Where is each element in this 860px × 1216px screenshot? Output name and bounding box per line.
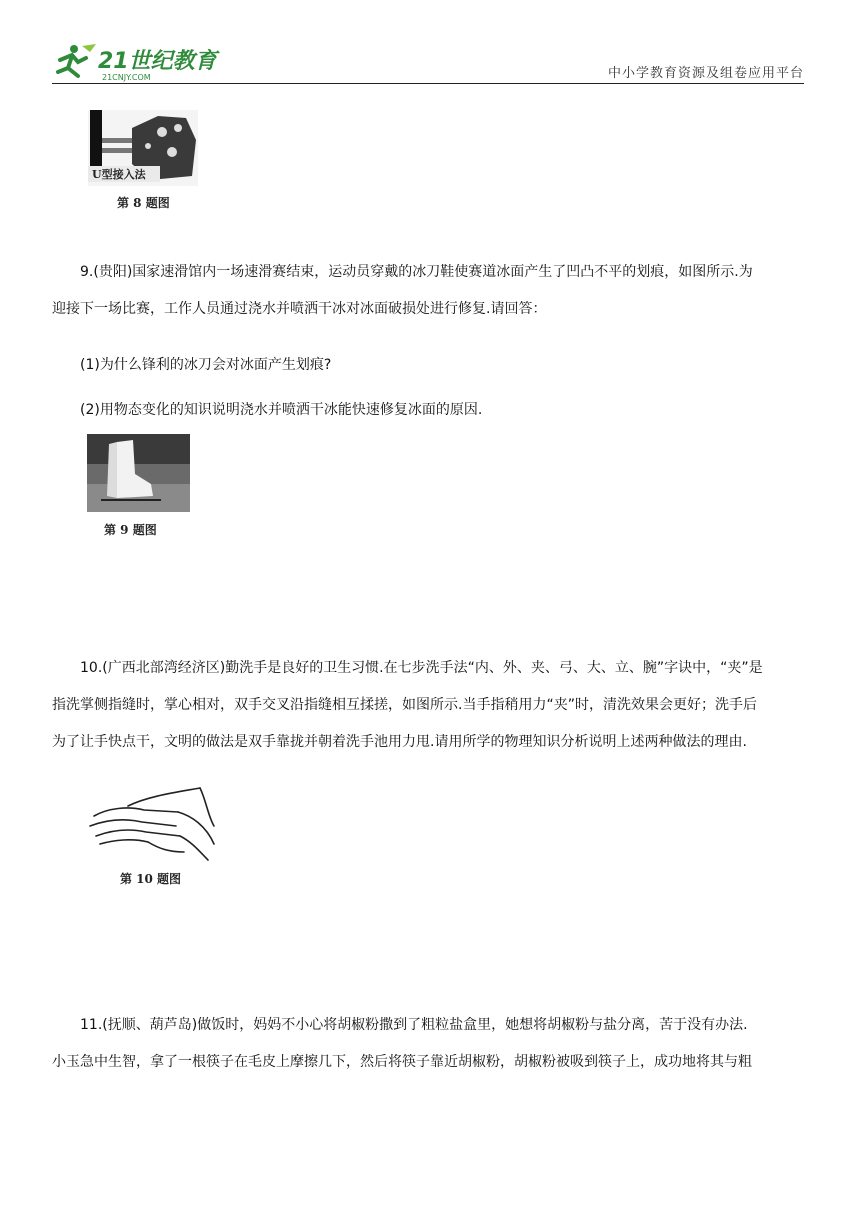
question-10-line-3: 为了让手快点干，文明的做法是双手靠拢并朝着洗手池用力甩.请用所学的物理知识分析说明上述两种做法的理由. [52, 734, 747, 750]
question-10-line-1: 10.(广西北部湾经济区)勤洗手是良好的卫生习惯.在七步洗手法“内、外、夹、弓、大、立、腕”字诀中，“夹”是 [80, 660, 763, 676]
question-9-sub-1: (1)为什么锋利的冰刀会对冰面产生划痕? [80, 357, 332, 373]
runner-icon [58, 44, 96, 76]
question-10 [52, 650, 812, 761]
question-9-line-1: 9.(贵阳)国家速滑馆内一场速滑赛结束，运动员穿戴的冰刀鞋使赛道冰面产生了凹凸不平的划痕，如图所示.为 [80, 264, 753, 280]
svg-text:21CNJY.COM: 21CNJY.COM [102, 73, 151, 82]
question-11-line-2: 小玉急中生智，拿了一根筷子在毛皮上摩擦几下，然后将筷子靠近胡椒粉，胡椒粉被吸到筷子上，成功地将其与粗 [52, 1054, 752, 1070]
question-9-sub-2: (2)用物态变化的知识说明浇水并喷洒干冰能快速修复冰面的原因. [80, 402, 483, 418]
figure-10-image [88, 786, 220, 862]
figure-8-inner-label: U型接入法 [92, 168, 146, 181]
page-header [52, 40, 804, 84]
svg-text:21世纪教育: 21世纪教育 [98, 49, 217, 74]
site-logo [52, 42, 222, 82]
figure-9-caption: 第 9 题图 [104, 523, 157, 537]
figure-8-caption: 第 8 题图 [117, 196, 170, 210]
question-9 [52, 254, 812, 328]
figure-10-caption: 第 10 题图 [120, 872, 182, 886]
question-11-line-1: 11.(抚顺、葫芦岛)做饭时，妈妈不小心将胡椒粉撒到了粗粒盐盒里，她想将胡椒粉与盐分离，苦于没有办法. [80, 1017, 748, 1033]
figure-9-image [87, 434, 190, 512]
question-11 [52, 1007, 812, 1081]
header-divider [52, 83, 804, 84]
question-10-line-2: 指洗掌侧指缝时，掌心相对，双手交叉沿指缝相互揉搓，如图所示.当手指稍用力“夹”时，清洗效果会更好；洗手后 [52, 697, 757, 713]
question-9-line-2: 迎接下一场比赛，工作人员通过浇水并喷洒干冰对冰面破损处进行修复.请回答： [52, 301, 547, 317]
platform-name: 中小学教育资源及组卷应用平台 [607, 66, 804, 81]
